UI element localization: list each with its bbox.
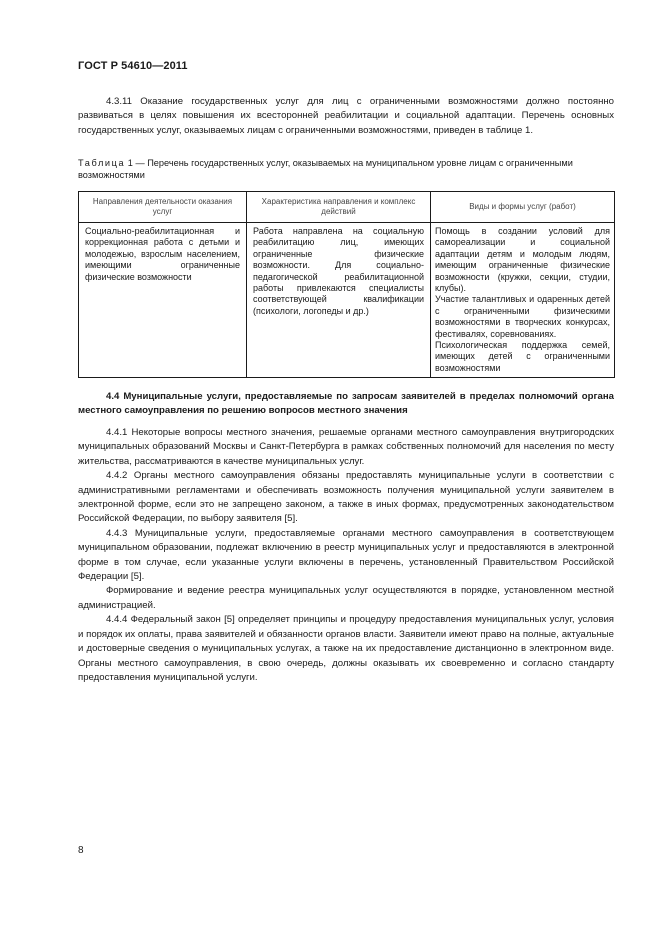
table-cell-direction: Социально-реабилитационная и коррекционная работа с детьми и молодежью, взрослым населением, имеющими ограниченные физические возможности bbox=[79, 223, 247, 378]
table-row bbox=[79, 223, 615, 378]
services-table bbox=[78, 191, 615, 378]
table-caption-label: Таблица bbox=[78, 158, 126, 168]
services-item: Участие талантливых и одаренных детей с ограниченными физическими возможностями в творческих конкурсах, фестивалях, соревнованиях. bbox=[435, 294, 610, 339]
table-header-cell: Виды и формы услуг (работ) bbox=[431, 192, 615, 223]
services-item: Психологическая поддержка семей, имеющих детей с ограниченными возможностями bbox=[435, 340, 610, 373]
paragraph-4-4-4: 4.4.4 Федеральный закон [5] определяет принципы и процедуру предоставления муниципальных услуг, условия и порядок их оплаты, права заявителей и обязанности органов власти. Заявители имеют право на полные, актуальные и достоверные сведения о муниципальных услугах, а также на их предоставление дистанционно в электронном виде. Органы местного самоуправления, в свою очередь, должны оказывать их своевременно и согласно стандарту предоставления муниципальной услуги. bbox=[78, 614, 614, 683]
paragraph-registry: Формирование и ведение реестра муниципальных услуг осуществляются в порядке, установленном местной администрацией. bbox=[78, 585, 614, 611]
paragraph-4-4-3: 4.4.3 Муниципальные услуги, предоставляемые органами местного самоуправления в соответствующем муниципальном образовании, подлежат включению в реестр муниципальных услуг и предоставляются в электронной форме в том случае, если указанные услуги включены в перечень, установленный Правительством Российской Федерации [5]. bbox=[78, 527, 614, 583]
table-cell-characteristic: Работа направлена на социальную реабилитацию лиц, имеющих ограниченные физические возможности. Для социально-педагогической реабилитационной работы привлекаются специалисты соответствующей квалификации (психологи, логопеды и др.) bbox=[247, 223, 431, 378]
services-item: Помощь в создании условий для самореализации и социальной адаптации детям и молодым людям, имеющим ограниченные физические возможности (кружки, секции, студии, клубы). bbox=[435, 226, 610, 294]
section-title-4-4: 4.4 Муниципальные услуги, предоставляемые по запросам заявителей в пределах полномочий органа местного самоуправления по решению вопросов местного значения bbox=[78, 391, 614, 416]
table-cell-services bbox=[431, 223, 615, 378]
table-header-cell: Характеристика направления и комплекс действий bbox=[247, 192, 431, 223]
section-4-4-body bbox=[78, 426, 614, 685]
table-header-row bbox=[79, 192, 615, 223]
page-number: 8 bbox=[78, 845, 84, 856]
clause-4-3-11 bbox=[78, 95, 614, 138]
paragraph-4-4-2: 4.4.2 Органы местного самоуправления обязаны предоставлять муниципальные услуги в соответствии с административными регламентами и обеспечивать возможность получения муниципальной услуги заявителем в электронной форме, если это не запрещено законом, а также в иных формах, предусмотренных законодательством Российской Федерации, по выбору заявителя [5]. bbox=[78, 470, 614, 525]
paragraph-4-4-1: 4.4.1 Некоторые вопросы местного значения, решаемые органами местного самоуправления внутригородских муниципальных образований Москвы и Санкт-Петербурга в рамках собственных полномочий для населения по месту жительства, рассматриваются в качестве муниципальных услуг. bbox=[78, 427, 614, 467]
table-caption-text: 1 — Перечень государственных услуг, оказываемых на муниципальном уровне лицам с ограниченными возможностями bbox=[78, 158, 573, 181]
table-caption bbox=[78, 157, 614, 182]
paragraph-4-3-11: 4.3.11 Оказание государственных услуг для лиц с ограниченными возможностями должно постоянно развиваться в целях повышения их всесторонней реабилитации и социальной адаптации. Перечень основных государственных услуг, оказываемых лицам с ограниченными возможностями, приведен в таблице 1. bbox=[78, 96, 614, 136]
table-header-cell: Направления деятельности оказания услуг bbox=[79, 192, 247, 223]
document-header: ГОСТ Р 54610—2011 bbox=[78, 60, 188, 72]
